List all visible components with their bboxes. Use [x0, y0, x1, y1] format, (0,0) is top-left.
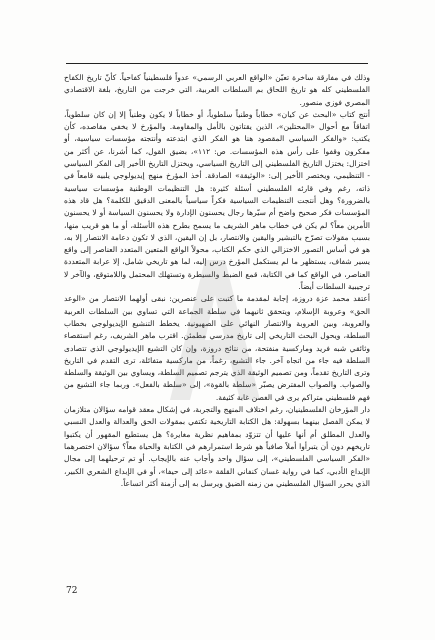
body-text: [64, 72, 370, 490]
page-number: 72: [66, 586, 78, 596]
paragraph-2: أنتج كتاب «البحث عن كيان» خطاباً وطنياً سلطوياً، أو خطاباً لا يكون وطنياً إلا إن كان سلطوياً، اتفاقاً مع أحوال «المحتلين»، الذين يقتاتون بالأمل والمقاومة. والمؤرخ لا يخفي مقاصده، كأن يكتب: «والفكر السياسي المقصود هنا هو الفكر الذي ابتدعته وأنتجته مؤسسات سياسية، أو مفكرون وقفوا على رأس هذه المؤسسات. ص: ١١٢»، بضيق القول، كما أشرنا، عن أكثر من اختزال: يختزل التاريخ الفلسطيني إلى التاريخ السياسي، ويختزل التاريخ الأخير إلى الفكر السياسي - التنظيمي، ويختصر الأخير إلى: «الوثيقة» الصادقة. أخذ المؤرخ منهج إيديولوجي يلبيه قامعاً في ذاته، رغم وفي قارئه الفلسطيني أسئلة كثيرة: هل التنظيمات الوطنية مؤسسات سياسية بالضرورة؟ وهل أنتجت التنظيمات السياسية فكراً سياسياً بالمعنى الدقيق للكلمة؟ هل قاد هذه المؤسسات فكر صحيح واضح أم سيّرها رجال يحسنون الإدارة ولا يحسنون السياسة أو لا يحسنون الأمرين معاً؟ لم يكن في خطاب ماهر الشريف ما يسمح بطرح هذه الأسئلة، أو ما هو قريب منها، بسبب مقولات تصرّح بالتبشير واليقين والانتصار، بل إن اليقين، الذي لا تكون دعامة الانتصار إلا به، هو في أساس التصور الاختزالي الذي حكم الكتاب، محولاً الواقع المتعين المتعدد العناصر إلى واقع يسير شفاف، يستظهر ما لم يستكمل المؤرخ درس إليه، لما هو تاريخي شامل، إلا عرابة المتعددة العناصر، في الواقع كما في الكتابة، قمع الضبط والسيطرة وتستهلك المحتمل واللامتوقع، والآخر لا ترجيبية السلطات أيضاً.: [64, 109, 370, 292]
paragraph-4: دار المؤرخان الفلسطينيان، رغم اختلاف المنهج والتجربة، في إشكال معقد قوامه سؤالان متلازمان لا يمكن الفصل بينهما بسهولة: هل الكتابة التاريخية تكتفي بمقولات الحق والعدالة والعدل النسبي والعدل المطلق أم أنها عليها أن تتزوّد بمفاهيم نظرية مغايرة؟ هل يستطيع المقهور أن يكتبوا تاريخهم دون أن يتبرأوا أملاً صافياً هو شرط استمرارهم في الكتابة والحياة معاً؟ سؤالان اختصرهما «الفكر السياسي الفلسطيني»، إلى سؤال واحد وأجاب عنه بالإيجاب. أو تم ترحيلهما إلى مجال الإبداع الأدبي، كما في رواية غسان كنفاني القلقة «عائد إلى حيفا»، أو في الإبداع الشعري الكبير، الذي يحرر السؤال الفلسطيني من زمنه الضيق ويرسل به إلى أزمنة أكثر اتساعاً.: [64, 405, 370, 488]
paragraph-1: وذلك في مفارقة ساخرة تعيّن «الواقع العربي الرسمي» عدواً فلسطينياً كفاحياً. كأنّ تاريخ الكفاح الفلسطيني كله هو تاريخ اللحاق بم السلطات العربية، التي خرجت من التاريخ، بلغة الاقتصادي المصري فوزي منصور.: [64, 73, 370, 107]
paragraph-3: أعتقد محمد عزة دروزة، إجابة لمقدمة ما كتبت على عنصرين: نبقى أولهما الانتصار من «الوعد الحق» وعروبة الإسلام، ويتحقق ثانيهما في سلطة الجماعة التي تساوي بين السلطات العربية والعروبة، وبين العروبة والانتصار النهائي على الصهيونية. يخطط التنشيع الإيديولوجي بخطاب السلطة، ويحول البحث التاريخي إلى تاريخ مدرسي مطمئن. اقترب ماهر الشريف، رغم استقصاء وثائقي شبه فريد وماركسية منفتحة، من نتائج دروزة، وإن كان التشيع الإيديولوجي الذي تتصادى السلطة فيه جاء من اتجاه آخر. جاء التشيع، رغماً، من ماركسية متفائلة، ترى التقدم في التاريخ وترى التاريخ تقدماً، ومن تصميم الوثيقة الذي يترجم تصميم السلطة، ويساوي بين الوثيقة والسلطة والصواب. والصواب المفترض يصبّر «سلطة بالقوة»، إلى «سلطة بالفعل». وربما جاء التشيع من فهم فلسطيني متراكم يرى في الغصن غابة كثيفة.: [64, 294, 370, 402]
top-rule: [66, 63, 368, 64]
